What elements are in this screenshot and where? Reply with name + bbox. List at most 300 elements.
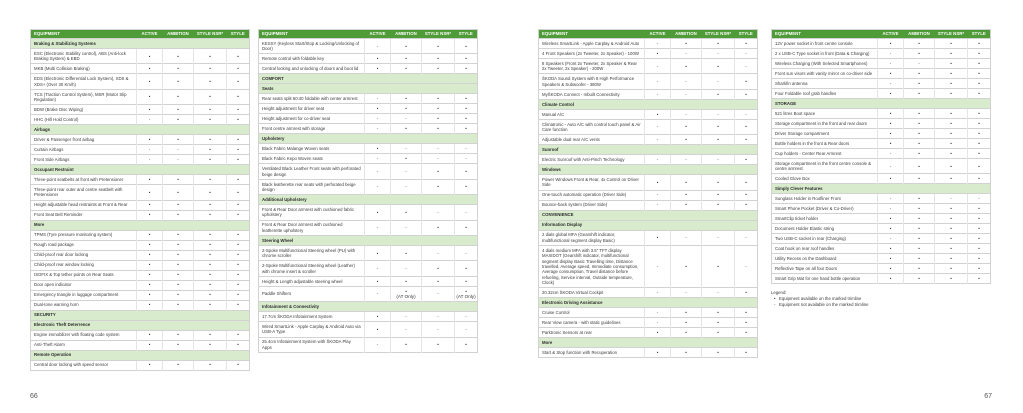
value-active: -	[365, 124, 391, 134]
value-ambition: •	[163, 135, 194, 145]
equipment-label: Four Foldable roof grab handles	[772, 89, 878, 99]
value-active: -	[365, 94, 391, 104]
value-ambition: -	[671, 49, 702, 59]
equipment-label: 2 dials global MFA (Gearshift indicator, multifunctional segment display Basic)	[539, 230, 645, 245]
equipment-label: Wireless SmartLink - Apple Carplay & Android Auto	[539, 39, 645, 49]
spec-row	[31, 240, 250, 250]
equipment-label: Front Seat Belt Reminder	[31, 210, 137, 220]
value-ambition: •	[671, 318, 702, 328]
spec-row	[31, 89, 250, 104]
spec-row	[772, 119, 991, 129]
value-ambition: •	[671, 39, 702, 49]
value-style-nsr: •	[194, 290, 227, 300]
value-active: •	[365, 205, 391, 220]
equipment-label: ŠKODA Sound System with 8 High Performance Speakers & Subwoofer - 380W	[539, 74, 645, 89]
section-row	[539, 220, 758, 230]
value-active: •	[878, 69, 904, 79]
value-active: •	[137, 270, 163, 280]
value-style-nsr: •	[422, 124, 455, 134]
spec-table	[30, 29, 250, 371]
value-style-nsr: •	[702, 308, 735, 318]
value-active: •	[365, 246, 391, 261]
value-ambition: -	[391, 144, 422, 154]
value-active: •	[365, 322, 391, 337]
value-style-nsr: -	[422, 322, 455, 337]
value-style-nsr: •	[702, 318, 735, 328]
value-style-nsr: •	[935, 159, 968, 174]
legend	[771, 290, 990, 308]
equipment-label: Two USB-C socket in rear (Charging)	[772, 234, 878, 244]
value-style: •	[968, 234, 991, 244]
section-title: Additional Upholstery	[259, 195, 478, 205]
value-active: •	[878, 109, 904, 119]
value-style: •	[735, 200, 758, 210]
value-style-nsr: •	[935, 254, 968, 264]
value-ambition: •	[163, 280, 194, 290]
equipment-label: ISOFIX & Top tether points on Rear Seats	[31, 270, 137, 280]
value-active: -	[878, 149, 904, 159]
value-style: •	[455, 54, 478, 64]
spec-row	[772, 204, 991, 214]
value-style: •	[455, 104, 478, 114]
value-active: •	[137, 240, 163, 250]
value-active: -	[365, 164, 391, 179]
equipment-label: 2-Spoke Multifunctional Steering wheel (PU) with chrome scroller	[259, 246, 365, 261]
value-style: •	[968, 264, 991, 274]
header-style-nsr: STYLE NSR*	[935, 30, 968, 39]
value-active: -	[645, 59, 671, 74]
section-title: Seats	[259, 84, 478, 94]
equipment-label: Storage compartment in the front and rear doors	[772, 119, 878, 129]
value-style-nsr: •	[422, 54, 455, 64]
value-active: •	[878, 244, 904, 254]
equipment-label: Height adjustment for driver seat	[259, 104, 365, 114]
equipment-label: Sunglass Holder in Roofliner Front	[772, 194, 878, 204]
value-style: •	[227, 250, 250, 260]
value-style: •	[227, 260, 250, 270]
value-ambition: •	[163, 115, 194, 125]
value-active: •	[878, 174, 904, 184]
spec-row	[259, 94, 478, 104]
value-ambition: •	[671, 135, 702, 145]
equipment-label: Cup holders - Center Rear Armrest	[772, 149, 878, 159]
value-active: •	[878, 89, 904, 99]
equipment-label: 521 litres Boot space	[772, 109, 878, 119]
value-active: •	[137, 105, 163, 115]
section-row	[259, 195, 478, 205]
value-style-nsr: •	[194, 74, 227, 89]
spec-row	[772, 39, 991, 49]
legend-text: Equipment not available on the marked trimline	[779, 302, 869, 308]
value-style-nsr: •	[935, 139, 968, 149]
value-active: •	[365, 312, 391, 322]
section-row	[259, 74, 478, 84]
value-ambition: •	[163, 240, 194, 250]
value-style: •	[735, 328, 758, 338]
section-title: Windows	[539, 165, 758, 175]
value-style: •	[968, 49, 991, 59]
value-active: -	[137, 155, 163, 165]
equipment-label: Adjustable dual rear A/C vents	[539, 135, 645, 145]
value-active: •	[137, 330, 163, 340]
value-style-nsr: •	[194, 240, 227, 250]
value-ambition: •	[163, 74, 194, 89]
value-active: •	[645, 109, 671, 119]
spec-row	[539, 175, 758, 190]
section-row	[539, 165, 758, 175]
value-style: -	[735, 246, 758, 288]
value-ambition: •	[904, 254, 935, 264]
spec-row	[259, 179, 478, 194]
spec-row	[539, 308, 758, 318]
value-style: •	[968, 254, 991, 264]
value-style-nsr: •	[702, 59, 735, 74]
value-ambition: •	[163, 210, 194, 220]
value-style-nsr: -	[422, 312, 455, 322]
equipment-label: Electric Sunroof with Anti-Pinch Technology	[539, 155, 645, 165]
value-style: •	[968, 129, 991, 139]
value-style: •	[455, 114, 478, 124]
value-active: •	[878, 129, 904, 139]
spec-row	[31, 270, 250, 280]
value-style-nsr: •	[935, 149, 968, 159]
value-style: •	[455, 94, 478, 104]
value-style-nsr: •	[935, 49, 968, 59]
value-style-nsr: •	[422, 337, 455, 352]
value-ambition: •	[391, 39, 422, 54]
spec-row	[539, 246, 758, 288]
value-ambition: •	[904, 79, 935, 89]
value-style: •	[735, 348, 758, 358]
spec-row	[259, 312, 478, 322]
equipment-label: Front & Rear Door armrest with cushioned fabric upholstery	[259, 205, 365, 220]
spec-row	[31, 155, 250, 165]
spec-row	[539, 59, 758, 74]
section-row	[539, 338, 758, 348]
value-style: -	[735, 59, 758, 74]
value-style: •	[227, 360, 250, 370]
value-active: -	[365, 179, 391, 194]
value-ambition: -	[391, 322, 422, 337]
value-active: •	[365, 276, 391, 286]
section-row	[31, 310, 250, 320]
value-active: -	[365, 154, 391, 164]
equipment-label: 4 Front Speakers (2x Tweeter, 2x Speaker) - 100W	[539, 49, 645, 59]
value-ambition: •	[904, 139, 935, 149]
value-active: •	[878, 39, 904, 49]
header-ambition: AMBITION	[163, 30, 194, 39]
value-style-nsr: •	[422, 114, 455, 124]
equipment-label: Sharkfin antenna	[772, 79, 878, 89]
value-style-nsr: •	[422, 94, 455, 104]
equipment-label: Ventilated Black Leather Front seats with perforated beige design	[259, 164, 365, 179]
header-equipment: EQUIPMENT	[31, 30, 137, 39]
spec-row	[31, 340, 250, 350]
value-active: -	[878, 204, 904, 214]
value-style: •	[968, 59, 991, 69]
value-active: •	[365, 104, 391, 114]
spec-row	[259, 154, 478, 164]
value-style-nsr: -	[422, 286, 455, 301]
equipment-label: Height & Length adjustable steering wheel	[259, 276, 365, 286]
value-active: •	[137, 64, 163, 74]
equipment-label: Storage compartment in the front centre console & centre armrest	[772, 159, 878, 174]
value-style-nsr: •	[935, 274, 968, 284]
value-active: -	[645, 119, 671, 134]
equipment-label: Front sun visors with vanity mirror on co-driver side	[772, 69, 878, 79]
value-style-nsr: •	[702, 39, 735, 49]
value-style-nsr: •	[702, 200, 735, 210]
value-style-nsr: -	[702, 288, 735, 298]
value-ambition: •	[671, 190, 702, 200]
value-style-nsr: •	[702, 190, 735, 200]
value-active: •	[137, 135, 163, 145]
spec-row	[259, 164, 478, 179]
value-active: -	[645, 200, 671, 210]
value-style-nsr: •	[935, 39, 968, 49]
value-style-nsr: -	[422, 205, 455, 220]
spec-row	[31, 260, 250, 270]
value-ambition: •	[163, 185, 194, 200]
value-style: •	[227, 230, 250, 240]
value-active: -	[878, 79, 904, 89]
value-ambition: •	[391, 104, 422, 114]
value-ambition: •	[904, 109, 935, 119]
equipment-label: MyŠKODA Connect - Inbuilt Connectivity	[539, 89, 645, 99]
spec-row	[539, 74, 758, 89]
value-active: •	[137, 250, 163, 260]
value-active: -	[365, 39, 391, 54]
equipment-label: TCS (Traction Control System), MSR (Motor Slip Regulation)	[31, 89, 137, 104]
spec-row	[539, 109, 758, 119]
value-style-nsr: •	[194, 145, 227, 155]
value-active: •	[365, 54, 391, 64]
spec-row	[772, 129, 991, 139]
equipment-label: Document Holder Elastic string	[772, 224, 878, 234]
value-style: •	[227, 240, 250, 250]
table-header-row	[31, 30, 250, 39]
value-style: •	[735, 288, 758, 298]
equipment-label: 25.4cm Infotainment System with ŠKODA Play Apps	[259, 337, 365, 352]
value-ambition: •	[163, 230, 194, 240]
value-active: -	[645, 89, 671, 99]
section-row	[259, 236, 478, 246]
spec-row	[259, 144, 478, 154]
section-title: Remote Operation	[31, 350, 250, 360]
header-active: ACTIVE	[878, 30, 904, 39]
spec-row	[31, 74, 250, 89]
value-style: -	[735, 49, 758, 59]
equipment-label: Curtain Airbags	[31, 145, 137, 155]
spec-row	[259, 64, 478, 74]
spec-table-block	[771, 29, 990, 308]
spec-row	[539, 155, 758, 165]
spec-row	[772, 234, 991, 244]
value-style: •	[227, 330, 250, 340]
spec-row	[772, 59, 991, 69]
value-ambition: •	[163, 290, 194, 300]
spec-row	[31, 115, 250, 125]
value-style: •	[968, 274, 991, 284]
value-ambition: •	[904, 234, 935, 244]
value-style: •	[968, 214, 991, 224]
value-style: •	[227, 200, 250, 210]
equipment-label: MKB (Multi Collision Braking)	[31, 64, 137, 74]
equipment-label: Door open indicator	[31, 280, 137, 290]
equipment-label: Three-point seatbelts at front with Pretensioner	[31, 175, 137, 185]
value-active: •	[137, 230, 163, 240]
value-style-nsr: -	[422, 144, 455, 154]
spec-row	[259, 124, 478, 134]
spec-table	[258, 29, 478, 353]
equipment-label: 20.32cm ŠKODA Virtual Cockpit	[539, 288, 645, 298]
value-style: •	[735, 190, 758, 200]
equipment-label: 4 dials medium MFA with 3.5" TFT display MAXIDOT (Gearshift indicator, multifunctional segment display Basic Travelling time, Distance travelled, Average speed, Immediate consumption, Average consumption, Travel distance before refueling, Service interval, Outside temperature, Clock)	[539, 246, 645, 288]
equipment-label: Cruise Control	[539, 308, 645, 318]
value-style: •	[968, 204, 991, 214]
value-style-nsr: •	[194, 175, 227, 185]
spec-row	[259, 39, 478, 54]
spec-row	[259, 220, 478, 235]
value-ambition: •	[163, 49, 194, 64]
value-ambition: •	[671, 308, 702, 318]
value-active: •	[645, 49, 671, 59]
value-style: •	[227, 74, 250, 89]
value-ambition: •	[163, 340, 194, 350]
value-ambition: •	[163, 89, 194, 104]
value-style: •	[455, 64, 478, 74]
value-style: -	[455, 246, 478, 261]
section-title: SECURITY	[31, 310, 250, 320]
legend-bullet-symbol: •	[774, 296, 776, 302]
spec-row	[772, 224, 991, 234]
equipment-label: Emergency triangle in luggage compartment	[31, 290, 137, 300]
header-style-nsr: STYLE NSR*	[422, 30, 455, 39]
value-ambition: •	[904, 149, 935, 159]
value-active: -	[645, 308, 671, 318]
value-style-nsr: •	[194, 250, 227, 260]
value-style-nsr: •	[194, 210, 227, 220]
value-style-nsr: •	[194, 89, 227, 104]
spec-row	[31, 230, 250, 240]
value-ambition: •	[163, 64, 194, 74]
value-style: -	[455, 144, 478, 154]
value-style-nsr: •	[194, 185, 227, 200]
value-active: -	[645, 288, 671, 298]
value-ambition: •	[391, 64, 422, 74]
value-style: •	[455, 261, 478, 276]
equipment-label: Manual A/C	[539, 109, 645, 119]
spec-row	[539, 119, 758, 134]
value-style: -	[968, 194, 991, 204]
value-active: -	[365, 261, 391, 276]
spec-row	[772, 174, 991, 184]
value-style-nsr: •	[935, 119, 968, 129]
header-style: STYLE	[455, 30, 478, 39]
value-ambition: •	[163, 360, 194, 370]
legend-item	[771, 302, 990, 308]
equipment-label: Power Windows Front & Rear, 4x Control on Driver Side	[539, 175, 645, 190]
value-style-nsr: •	[194, 340, 227, 350]
equipment-label: Wireless Charging (With Selected Smartphones)	[772, 59, 878, 69]
section-row	[772, 184, 991, 194]
header-style: STYLE	[227, 30, 250, 39]
value-style-nsr: •	[194, 115, 227, 125]
value-ambition: •	[904, 69, 935, 79]
value-ambition: •	[904, 119, 935, 129]
value-style: •	[227, 105, 250, 115]
value-style-nsr: -	[422, 246, 455, 261]
value-style-nsr: •	[935, 214, 968, 224]
value-style-nsr: •	[702, 135, 735, 145]
value-style: •	[227, 300, 250, 310]
header-style-nsr: STYLE NSR*	[194, 30, 227, 39]
equipment-label: Rear seats split 60:40 foldable with center armrest	[259, 94, 365, 104]
value-style-nsr: •	[935, 224, 968, 234]
legend-text: Equipment available on the marked trimline	[779, 296, 862, 302]
value-style-nsr: •	[702, 348, 735, 358]
section-title: Climate Control	[539, 99, 758, 109]
header-equipment: EQUIPMENT	[539, 30, 645, 39]
spec-row	[772, 49, 991, 59]
value-active: -	[365, 286, 391, 301]
spec-row	[539, 200, 758, 210]
header-active: ACTIVE	[365, 30, 391, 39]
header-style: STYLE	[735, 30, 758, 39]
section-row	[31, 220, 250, 230]
value-style-nsr: -	[935, 194, 968, 204]
value-style: •	[227, 49, 250, 64]
value-style-nsr: •	[935, 204, 968, 214]
spec-row	[772, 264, 991, 274]
equipment-label: Black Fabric Malange Woven seats	[259, 144, 365, 154]
spec-table	[538, 29, 758, 358]
value-ambition: •	[163, 300, 194, 310]
equipment-label: 17.7cm ŠKODA Infotainment System	[259, 312, 365, 322]
value-active: -	[878, 49, 904, 59]
value-style: •	[227, 89, 250, 104]
value-active: -	[137, 145, 163, 155]
value-active: •	[645, 348, 671, 358]
equipment-label: Rear View camera - with static guidelines	[539, 318, 645, 328]
value-style: •	[455, 179, 478, 194]
value-ambition: •	[904, 129, 935, 139]
value-style: •	[227, 185, 250, 200]
section-title: Infotainment & Connectivity	[259, 302, 478, 312]
spec-row	[31, 280, 250, 290]
spec-row	[539, 135, 758, 145]
header-active: ACTIVE	[645, 30, 671, 39]
spec-row	[772, 109, 991, 119]
section-row	[259, 302, 478, 312]
value-style: •	[968, 159, 991, 174]
value-ambition: -	[391, 164, 422, 179]
value-style-nsr: •	[422, 39, 455, 54]
value-style-nsr: •	[935, 59, 968, 69]
spec-row	[772, 214, 991, 224]
value-active: -	[137, 115, 163, 125]
value-style: •	[227, 270, 250, 280]
value-active: •	[137, 260, 163, 270]
header-style: STYLE	[968, 30, 991, 39]
spec-row	[31, 145, 250, 155]
value-style: •	[968, 174, 991, 184]
spec-row	[259, 104, 478, 114]
value-style: •	[968, 79, 991, 89]
spec-row	[31, 210, 250, 220]
value-active: -	[365, 220, 391, 235]
value-style-nsr: •	[935, 244, 968, 254]
